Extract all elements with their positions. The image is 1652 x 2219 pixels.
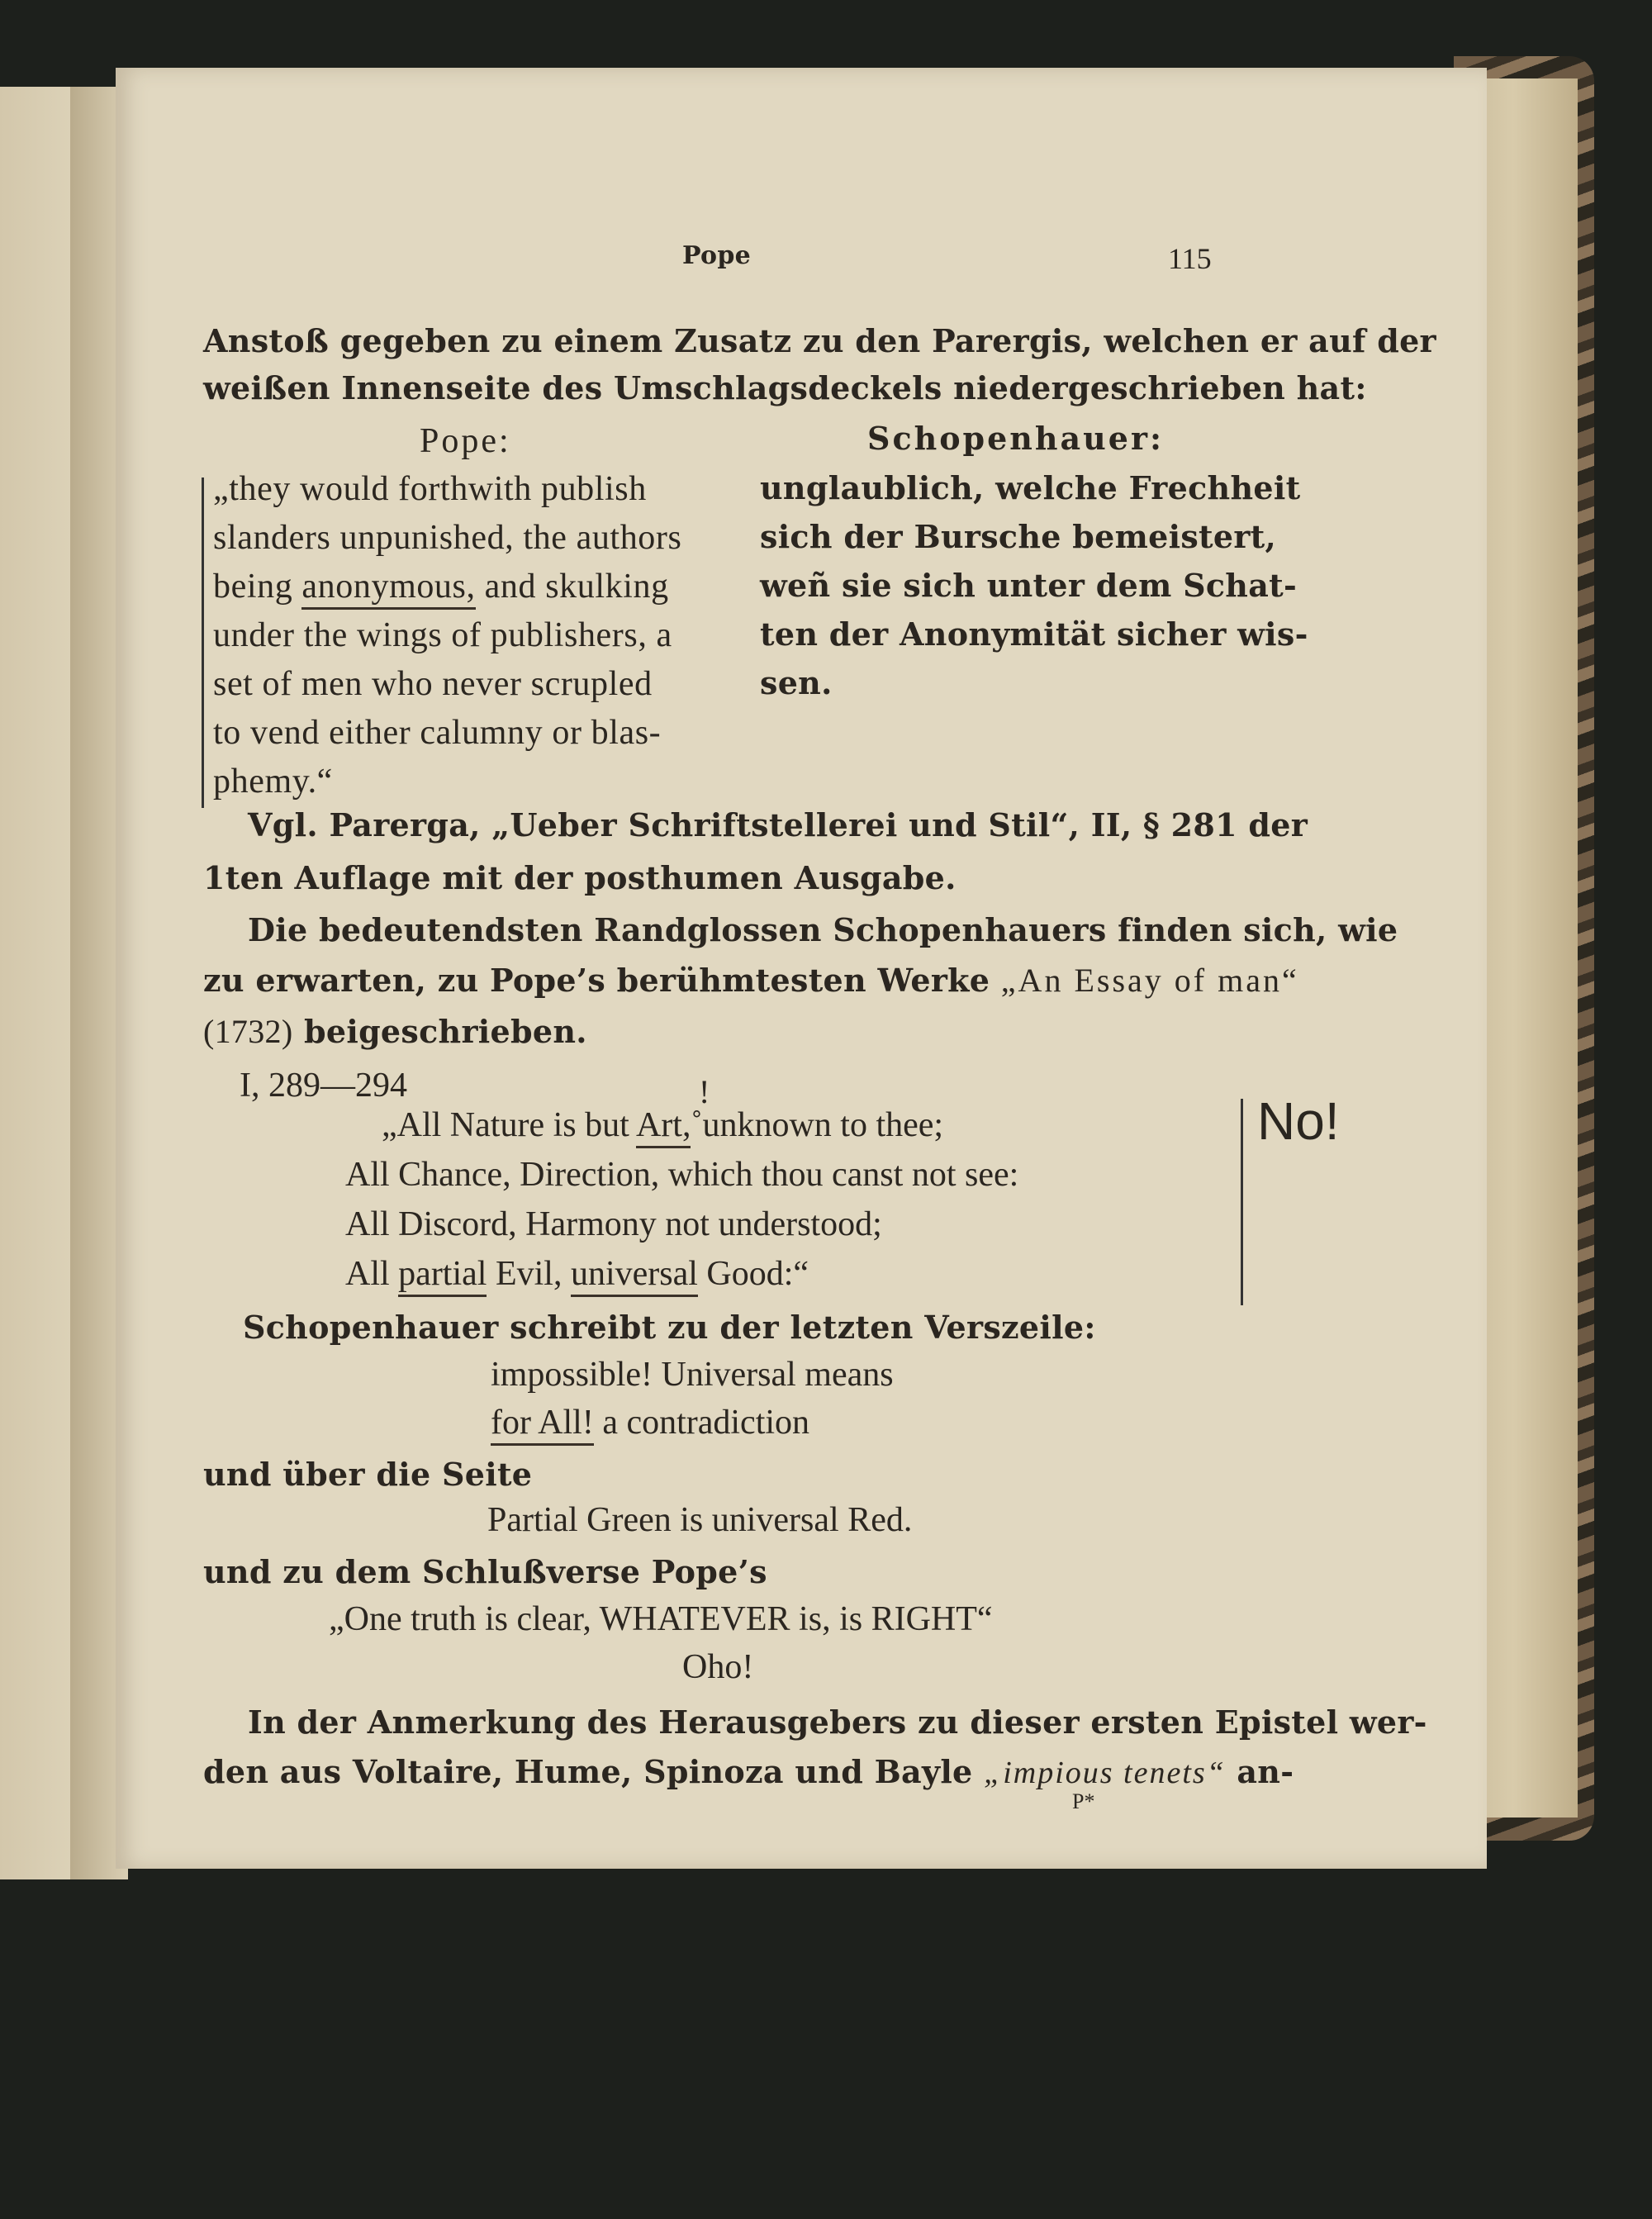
final-line-2: den aus Voltaire, Hume, Spinoza und Bayle „impious tenets“ an- [203,1753,1294,1790]
column-heading-schopenhauer: Schopenhauer: [867,420,1165,457]
comment-intro-3: und zu dem Schlußverse Pope’s [203,1553,767,1590]
schopenhauer-line-2: sich der Bursche bemeistert, [760,518,1277,555]
poem-reference: I, 289—294 [240,1067,407,1105]
schopenhauer-line-3: weñ sie sich unter dem Schat- [760,567,1298,604]
underlined-anonymous: anonymous, [301,568,475,610]
quote-margin-bar [202,478,204,808]
para2-line-2: zu erwarten, zu Pope’s berühmtesten Werke „An Essay of man“ [203,962,1299,999]
signature-mark: P* [1072,1789,1095,1813]
comment-line-1: impossible! Universal means [491,1356,894,1394]
underlined-art: Art, [636,1106,691,1148]
exclamation-mark: ! [699,1073,710,1110]
pope-quote-line-1: „they would forthwith publish [213,470,647,508]
para2-line-3: (1732) beigeschrieben. [203,1013,587,1050]
poem-line-2: All Chance, Direction, which thou canst not see: [345,1156,1019,1194]
running-title: Pope [682,241,752,270]
column-heading-pope: Pope: [420,422,511,460]
intro-line-1: Anstoß gegeben zu einem Zusatz zu den Parergis, welchen er auf der [203,322,1436,359]
final-verse-quote: „One truth is clear, WHATEVER is, is RIGHT“ [329,1600,993,1638]
para2-line-1: Die bedeutendsten Randglossen Schopenhauers finden sich, wie [248,911,1398,948]
schopenhauer-line-4: ten der Anonymität sicher wis- [760,615,1308,653]
schopenhauer-line-5: sen. [760,664,833,701]
poem-line-3: All Discord, Harmony not understood; [345,1205,882,1243]
intro-line-2: weißen Innenseite des Umschlagsdeckels niedergeschrieben hat: [203,369,1367,406]
poem-line-1: „All Nature is but Art,˚unknown to thee; [382,1105,943,1145]
margin-note-no: No! [1257,1091,1340,1151]
pope-quote-line-2: slanders unpunished, the authors [213,519,682,557]
comment-intro: Schopenhauer schreibt zu der letzten Verszeile: [243,1309,1096,1346]
underlined-for-all: for All! [491,1404,594,1446]
final-line-1: In der Anmerkung des Herausgebers zu dieser ersten Epistel wer- [248,1703,1427,1741]
pope-quote-line-7: phemy.“ [213,763,333,801]
pope-quote-line-4: under the wings of publishers, a [213,616,672,654]
underlined-universal: universal [571,1255,698,1297]
pope-quote-line-6: to vend either calumny or blas- [213,714,662,752]
comment-line-2: for All! a contradiction [491,1403,809,1442]
page-number: 115 [1168,242,1212,275]
reference-line-2: 1ten Auflage mit der posthumen Ausgabe. [203,859,957,896]
comment-line-3: Partial Green is universal Red. [487,1501,913,1539]
comment-oho: Oho! [682,1648,754,1686]
impious-tenets: „impious tenets“ [984,1756,1226,1790]
poem-line-4: All partial Evil, universal Good:“ [345,1254,809,1294]
pope-quote-line-5: set of men who never scrupled [213,665,653,703]
margin-note-bar [1241,1099,1243,1305]
schopenhauer-line-1: unglaublich, welche Frechheit [760,469,1301,506]
essay-title: „An Essay of man“ [1000,962,1299,999]
reference-line-1: Vgl. Parerga, „Ueber Schriftstellerei und Stil“, II, § 281 der [248,806,1308,843]
comment-intro-2: und über die Seite [203,1456,533,1493]
underlined-partial: partial [398,1255,487,1297]
pope-quote-line-3: being anonymous, and skulking [213,567,669,606]
